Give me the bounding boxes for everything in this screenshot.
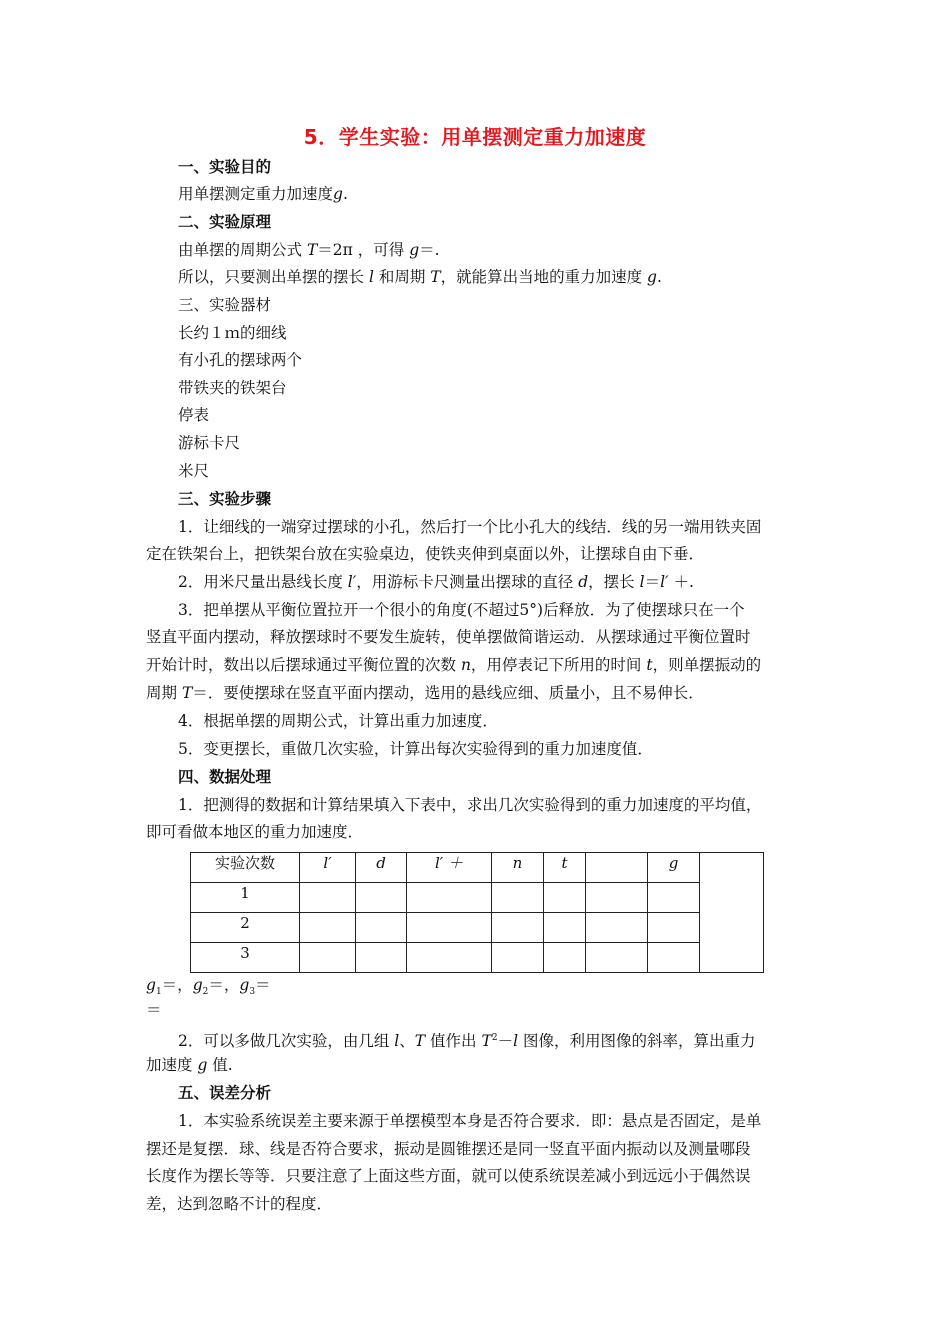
equipment-item: 米尺: [178, 462, 210, 480]
principle-line-1: 由单摆的周期公式 T＝2π ，可得 g＝.: [178, 241, 440, 259]
table-cell: [300, 943, 356, 973]
table-cell: [300, 913, 356, 943]
data-step-2-line-1: 2．可以多做几次实验，由几组 l、T 值作出 $T^2-l$ 图像，利用图像的斜率，算出重力: [178, 1032, 756, 1051]
table-header-cell: d: [356, 853, 407, 883]
table-row: [191, 943, 764, 973]
table-cell: [648, 943, 700, 973]
step-3-line-3: 开始计时，数出以后摆球通过平衡位置的次数 n，用停表记下所用的时间 t，则单摆振动的: [146, 656, 762, 674]
step-3-line-1: 3．把单摆从平衡位置拉开一个很小的角度(不超过5°)后释放．为了使摆球只在一个: [178, 601, 745, 619]
step-3-line-2: 竖直平面内摆动，释放摆球时不要发生旋转，使单摆做简谐运动．从摆球通过平衡位置时: [146, 628, 751, 646]
table-cell: [544, 913, 586, 943]
section-heading-error: 五、误差分析: [178, 1084, 272, 1102]
error-line-3: 长度作为摆长等等．只要注意了上面这些方面，就可以使系统误差减小到远远小于偶然误: [146, 1167, 751, 1185]
step-5: 5．变更摆长，重做几次实验，计算出每次实验得到的重力加速度值．: [178, 740, 653, 758]
table-cell: [544, 883, 586, 913]
step-1-line-2: 定在铁架台上，把铁架台放在实验桌边，使铁夹伸到桌面以外，让摆球自由下垂．: [146, 545, 705, 563]
table-header-cell: 实验次数: [191, 853, 300, 883]
step-1-line-1: 1．让细线的一端穿过摆球的小孔，然后打一个比小孔大的线结．线的另一端用铁夹固: [178, 518, 762, 536]
table-cell: [586, 943, 648, 973]
step-3-line-4: 周期 T＝．要使摆球在竖直平面内摆动，选用的悬线应细、质量小，且不易伸长．: [146, 684, 704, 702]
table-cell: [356, 943, 407, 973]
table-header-row: [191, 853, 764, 883]
table-header-cell: g: [648, 853, 700, 883]
table-header-cell: t: [544, 853, 586, 883]
table-cell: [648, 913, 700, 943]
table-header-cell: n: [492, 853, 544, 883]
table-cell: [300, 883, 356, 913]
table-cell: [586, 913, 648, 943]
equipment-item: 停表: [178, 406, 210, 424]
step-4: 4．根据单摆的周期公式，计算出重力加速度．: [178, 712, 498, 730]
data-line-1: 1．把测得的数据和计算结果填入下表中，求出几次实验得到的重力加速度的平均值，: [178, 796, 762, 814]
table-merged-cell: [700, 853, 764, 973]
table-header-cell: l′: [300, 853, 356, 883]
page-title: 5．学生实验：用单摆测定重力加速度: [303, 125, 647, 149]
step-2: 2．用米尺量出悬线长度 l′，用游标卡尺测量出摆球的直径 d，摆长 l＝l′ ＋.: [178, 573, 694, 591]
table-cell: 2: [191, 913, 300, 943]
principle-line-2: 所以，只要测出单摆的摆长 l 和周期 T，就能算出当地的重力加速度 g.: [178, 268, 662, 286]
section-heading-purpose: 一、实验目的: [178, 158, 272, 176]
table-cell: [492, 943, 544, 973]
section-heading-equipment: 三、实验器材: [178, 296, 272, 314]
g-values-line: $g_1=$，$g_2=$，$g_3=$: [146, 976, 271, 998]
table-row: [191, 913, 764, 943]
table-cell: 3: [191, 943, 300, 973]
error-line-4: 差，达到忽略不计的程度．: [146, 1195, 333, 1213]
equipment-item: 游标卡尺: [178, 434, 241, 452]
data-step-2-line-2: 加速度 g 值.: [146, 1056, 233, 1074]
section-heading-data: 四、数据处理: [178, 768, 272, 786]
table-cell: [407, 913, 492, 943]
data-line-2: 即可看做本地区的重力加速度．: [146, 823, 364, 841]
equipment-item: 长约１ｍ的细线: [178, 324, 287, 342]
table-cell: [648, 883, 700, 913]
error-line-2: 摆还是复摆．球、线是否符合要求，振动是圆锥摆还是同一竖直平面内振动以及测量哪段: [146, 1140, 751, 1158]
table-cell: [356, 913, 407, 943]
section-heading-principle: 二、实验原理: [178, 213, 272, 231]
table-cell: [407, 883, 492, 913]
data-table: [190, 852, 764, 973]
g-average-line: ＝: [146, 1001, 162, 1019]
table-cell: [492, 883, 544, 913]
purpose-text: 用单摆测定重力加速度g.: [178, 185, 348, 203]
table-row: [191, 883, 764, 913]
table-cell: 1: [191, 883, 300, 913]
table-cell: [356, 883, 407, 913]
table-header-cell: l′ ＋: [407, 853, 492, 883]
equipment-item: 带铁夹的铁架台: [178, 379, 287, 397]
table-cell: [407, 943, 492, 973]
table-cell: [544, 943, 586, 973]
table-cell: [586, 883, 648, 913]
error-line-1: 1．本实验系统误差主要来源于单摆模型本身是否符合要求．即：悬点是否固定，是单: [178, 1112, 762, 1130]
equipment-item: 有小孔的摆球两个: [178, 351, 303, 369]
table-header-cell: [586, 853, 648, 883]
table-cell: [492, 913, 544, 943]
section-heading-steps: 三、实验步骤: [178, 490, 272, 508]
